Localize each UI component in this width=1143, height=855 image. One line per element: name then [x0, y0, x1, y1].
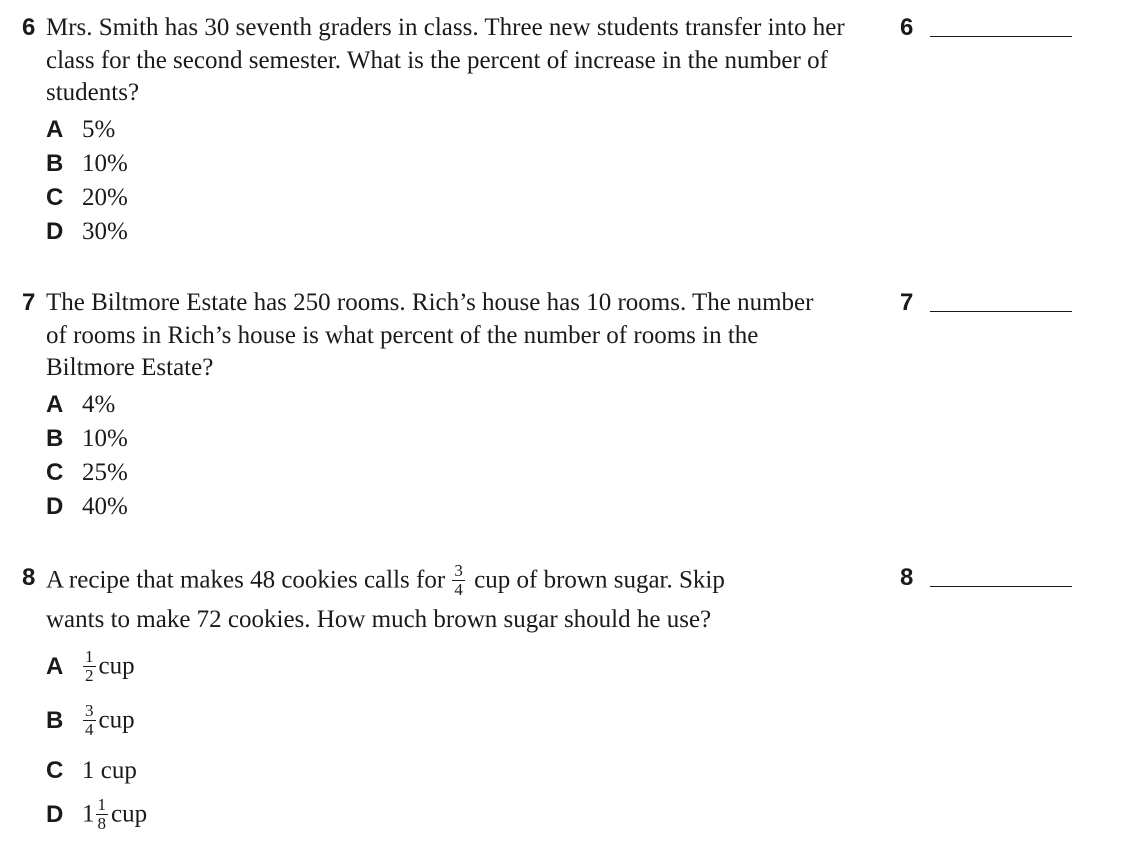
answer-blank[interactable] — [930, 311, 1072, 312]
choice-letter: D — [46, 493, 64, 520]
choice-text: 4% — [82, 391, 116, 418]
choice-unit: cup — [98, 706, 135, 734]
choice-b[interactable] — [46, 702, 135, 746]
fraction-numerator: 3 — [454, 561, 463, 580]
choice-text: 25% — [82, 459, 128, 486]
answer-number: 7 — [900, 289, 914, 316]
question-number: 8 — [22, 564, 36, 591]
choice-b[interactable] — [46, 147, 128, 181]
fraction — [83, 648, 96, 685]
fraction-denominator: 4 — [85, 720, 94, 739]
fraction — [96, 796, 109, 833]
choice-letter: D — [46, 218, 64, 245]
fraction-numerator: 1 — [97, 795, 106, 814]
choice-letter: A — [46, 652, 64, 680]
choice-letter: C — [46, 459, 64, 486]
question-number: 7 — [22, 289, 36, 316]
choice-d[interactable] — [46, 490, 128, 524]
fraction — [83, 702, 96, 739]
choice-a[interactable] — [46, 648, 135, 692]
choice-c[interactable] — [46, 456, 128, 490]
choice-text: 30% — [82, 218, 128, 245]
choice-text: 20% — [82, 184, 128, 211]
question-text-part: A recipe that makes 48 cookies calls for — [46, 566, 446, 594]
choice-text: 10% — [82, 425, 128, 452]
choice-letter: D — [46, 800, 64, 828]
choice-unit: cup — [111, 800, 148, 828]
fraction-numerator: 3 — [85, 701, 94, 720]
choice-text: 1 cup — [82, 757, 137, 784]
answer-number: 8 — [900, 564, 914, 591]
choice-text: 5% — [82, 116, 116, 143]
question-line-2 — [46, 604, 876, 637]
choice-letter: A — [46, 391, 64, 418]
fraction-denominator: 8 — [97, 814, 106, 833]
choice-letter: B — [46, 706, 64, 734]
choice-unit: cup — [98, 652, 135, 680]
choice-c[interactable] — [46, 181, 128, 215]
fraction-denominator: 4 — [454, 580, 463, 599]
choice-letter: B — [46, 150, 64, 177]
fraction-numerator: 1 — [85, 647, 94, 666]
question-text — [46, 562, 876, 637]
choice-letter: C — [46, 184, 64, 211]
mixed-number-whole: 1 — [82, 800, 95, 828]
choice-letter: A — [46, 116, 64, 143]
choice-a[interactable] — [46, 388, 115, 422]
question-line-1 — [46, 562, 876, 602]
fraction — [452, 562, 465, 599]
choice-letter: B — [46, 425, 64, 452]
question-text-part: cup of brown sugar. Skip — [474, 566, 725, 594]
answer-number: 6 — [900, 14, 914, 41]
question-number: 6 — [22, 14, 36, 41]
question-text: Mrs. Smith has 30 seventh graders in class. Three new students transfer into her class for the second semester. What is the percent of increase in the number of students? — [46, 14, 845, 106]
fraction-denominator: 2 — [85, 666, 94, 685]
choice-c[interactable] — [46, 754, 137, 788]
choice-b[interactable] — [46, 422, 128, 456]
answer-blank[interactable] — [930, 36, 1072, 37]
answer-blank[interactable] — [930, 586, 1072, 587]
choice-letter: C — [46, 757, 64, 784]
choice-text: 10% — [82, 150, 128, 177]
choice-d[interactable] — [46, 796, 147, 840]
choice-text: 40% — [82, 493, 128, 520]
choice-d[interactable] — [46, 215, 128, 249]
choice-a[interactable] — [46, 113, 115, 147]
question-text-part: wants to make 72 cookies. How much brown sugar should he use? — [46, 606, 712, 633]
question-text: The Biltmore Estate has 250 rooms. Rich’s house has 10 rooms. The number of rooms in Rich’s house is what percent of the number of rooms in the Biltmore Estate? — [46, 289, 814, 381]
